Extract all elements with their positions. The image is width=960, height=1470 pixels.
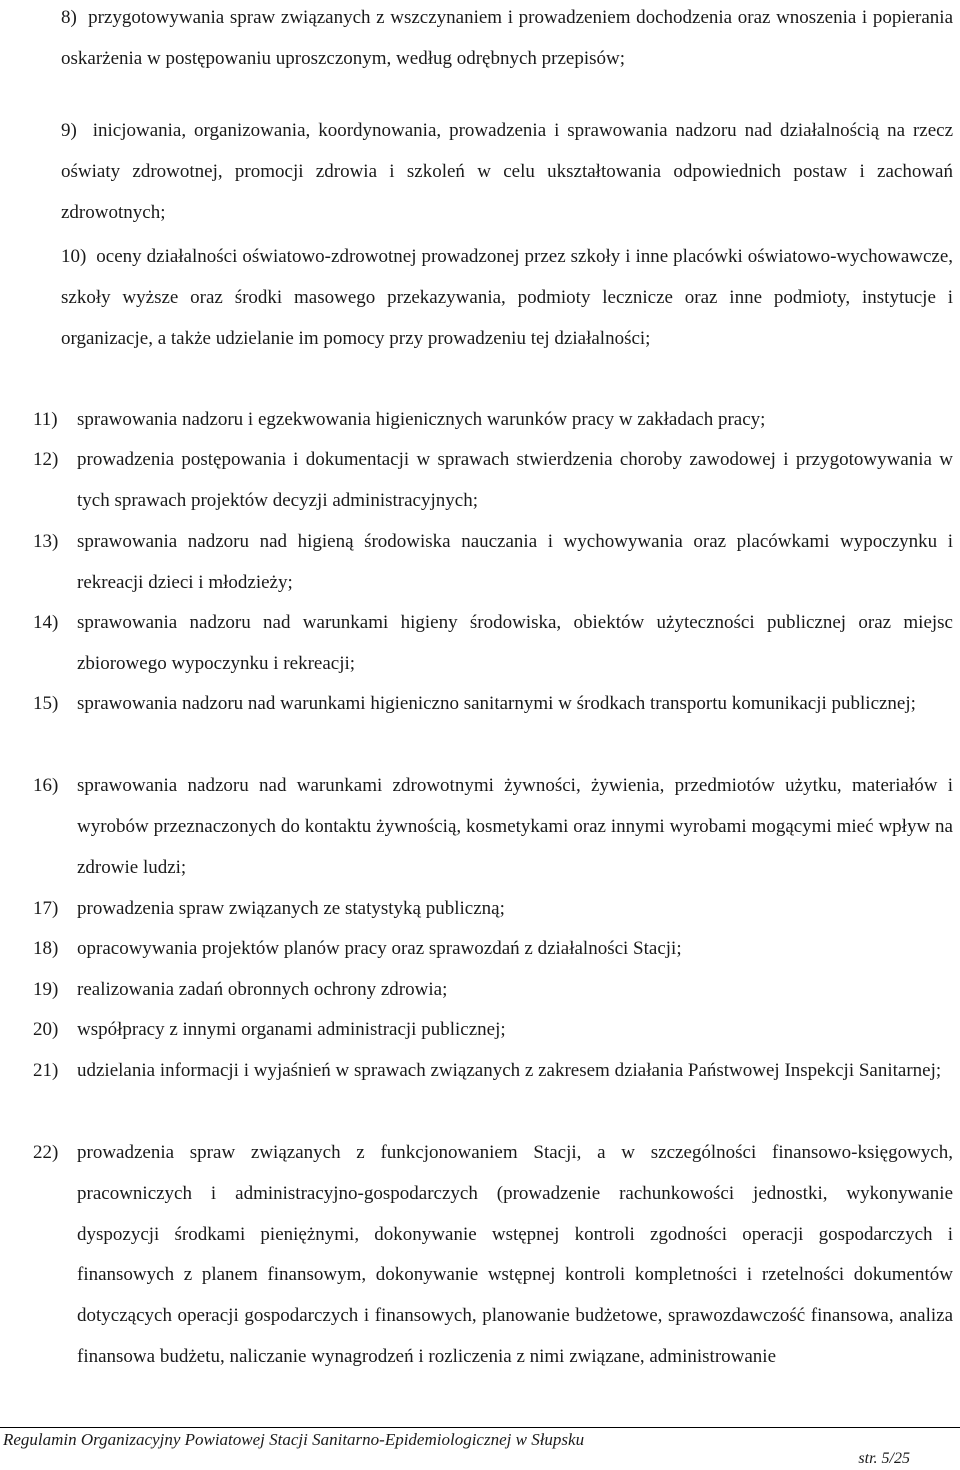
list-item — [61, 237, 953, 359]
list-item — [33, 889, 953, 930]
list-item-number: 14) — [33, 612, 59, 633]
list-item-text: sprawowania nadzoru nad higieną środowiska nauczania i wychowywania oraz placówkami wypoczynku i rekreacji dzieci i młodzieży; — [77, 531, 953, 593]
list-item-text: sprawowania nadzoru i egzekwowania higienicznych warunków pracy w zakładach pracy; — [77, 409, 766, 430]
list-item — [33, 603, 953, 685]
page-number: str. 5/25 — [858, 1450, 910, 1467]
list-item-text: przygotowywania spraw związanych z wszczynaniem i prowadzeniem dochodzenia oraz wnoszenia i popierania oskarżenia w postępowaniu uproszczonym, według odrębnych przepisów; — [61, 7, 954, 69]
list-item-number: 13) — [33, 531, 59, 552]
list-item-number: 9) — [61, 120, 85, 141]
list-item — [33, 1133, 953, 1378]
list-item-text: sprawowania nadzoru nad warunkami zdrowotnymi żywności, żywienia, przedmiotów użytku, materiałów i wyrobów przeznaczonych do kontaktu żywnością, kosmetykami oraz innymi wyrobami mogącymi mieć wpływ na zdrowie ludzi; — [77, 775, 953, 878]
list-item — [33, 522, 953, 604]
list-item — [33, 440, 953, 522]
list-item-number: 17) — [33, 898, 59, 919]
list-item — [33, 400, 953, 441]
list-item — [33, 970, 953, 1011]
list-item — [61, 0, 953, 80]
list-item-text: oceny działalności oświatowo-zdrowotnej prowadzonej przez szkoły i inne placówki oświatowo-wychowawcze, szkoły wyższe oraz środki masowego przekazywania, podmioty lecznicze oraz inne podmioty, instytucje i organizacje, a także udzielanie im pomocy przy prowadzeniu tej działalności; — [61, 246, 954, 349]
list-item-text: realizowania zadań obronnych ochrony zdrowia; — [77, 979, 448, 1000]
list-item-text: opracowywania projektów planów pracy oraz sprawozdań z działalności Stacji; — [77, 938, 682, 959]
list-item — [33, 1010, 953, 1051]
list-item-text: inicjowania, organizowania, koordynowania, prowadzenia i sprawowania nadzoru nad działalnością na rzecz oświaty zdrowotnej, promocji zdrowia i szkoleń w celu ukształtowania odpowiednich postaw i zachowań zdrowotnych; — [61, 120, 954, 223]
footer-divider — [0, 1427, 960, 1428]
footer-document-title: Regulamin Organizacyjny Powiatowej Stacji Sanitarno-Epidemiologicznej w Słupsku — [3, 1430, 585, 1449]
list-item-text: współpracy z innymi organami administracji publicznej; — [77, 1019, 506, 1040]
list-item-number: 19) — [33, 979, 59, 1000]
list-item-number: 12) — [33, 449, 59, 470]
list-item — [33, 684, 953, 725]
list-item-text: sprawowania nadzoru nad warunkami higieny środowiska, obiektów użyteczności publicznej oraz miejsc zbiorowego wypoczynku i rekreacji; — [77, 612, 953, 674]
list-item-number: 8) — [61, 7, 83, 28]
list-item — [61, 111, 953, 233]
list-item-text: sprawowania nadzoru nad warunkami higieniczno sanitarnymi w środkach transportu komunikacji publicznej; — [77, 693, 916, 714]
list-item-text: prowadzenia postępowania i dokumentacji w sprawach stwierdzenia choroby zawodowej i przygotowywania w tych sprawach projektów decyzji administracyjnych; — [77, 449, 953, 511]
list-item-number: 22) — [33, 1142, 59, 1163]
list-item-number: 20) — [33, 1019, 59, 1040]
list-item-text: prowadzenia spraw związanych ze statystyką publiczną; — [77, 898, 505, 919]
list-item-number: 15) — [33, 693, 59, 714]
list-item-number: 11) — [33, 409, 58, 430]
list-item — [33, 1051, 953, 1092]
list-item — [33, 766, 953, 888]
list-item — [33, 929, 953, 970]
list-item-number: 21) — [33, 1060, 59, 1081]
list-item-number: 10) — [61, 246, 92, 267]
list-item-number: 18) — [33, 938, 59, 959]
list-item-text: udzielania informacji i wyjaśnień w sprawach związanych z zakresem działania Państwowej Inspekcji Sanitarnej; — [77, 1060, 942, 1081]
list-item-text: prowadzenia spraw związanych z funkcjonowaniem Stacji, a w szczególności finansowo-księgowych, pracowniczych i administracyjno-gospodarczych (prowadzenie rachunkowości jednostki, wykonywanie dyspozycji środkami pieniężnymi, dokonywanie wstępnej kontroli zgodności operacji gospodarczych i finansowych z planem finansowym, dokonywanie wstępnej kontroli kompletności i rzetelności dokumentów dotyczących operacji gospodarczych i finansowych, planowanie budżetowe, sprawozdawczość finansowa, analiza finansowa budżetu, naliczanie wynagrodzeń i rozliczenia z nimi związane, administrowanie — [77, 1142, 953, 1367]
list-item-number: 16) — [33, 775, 59, 796]
